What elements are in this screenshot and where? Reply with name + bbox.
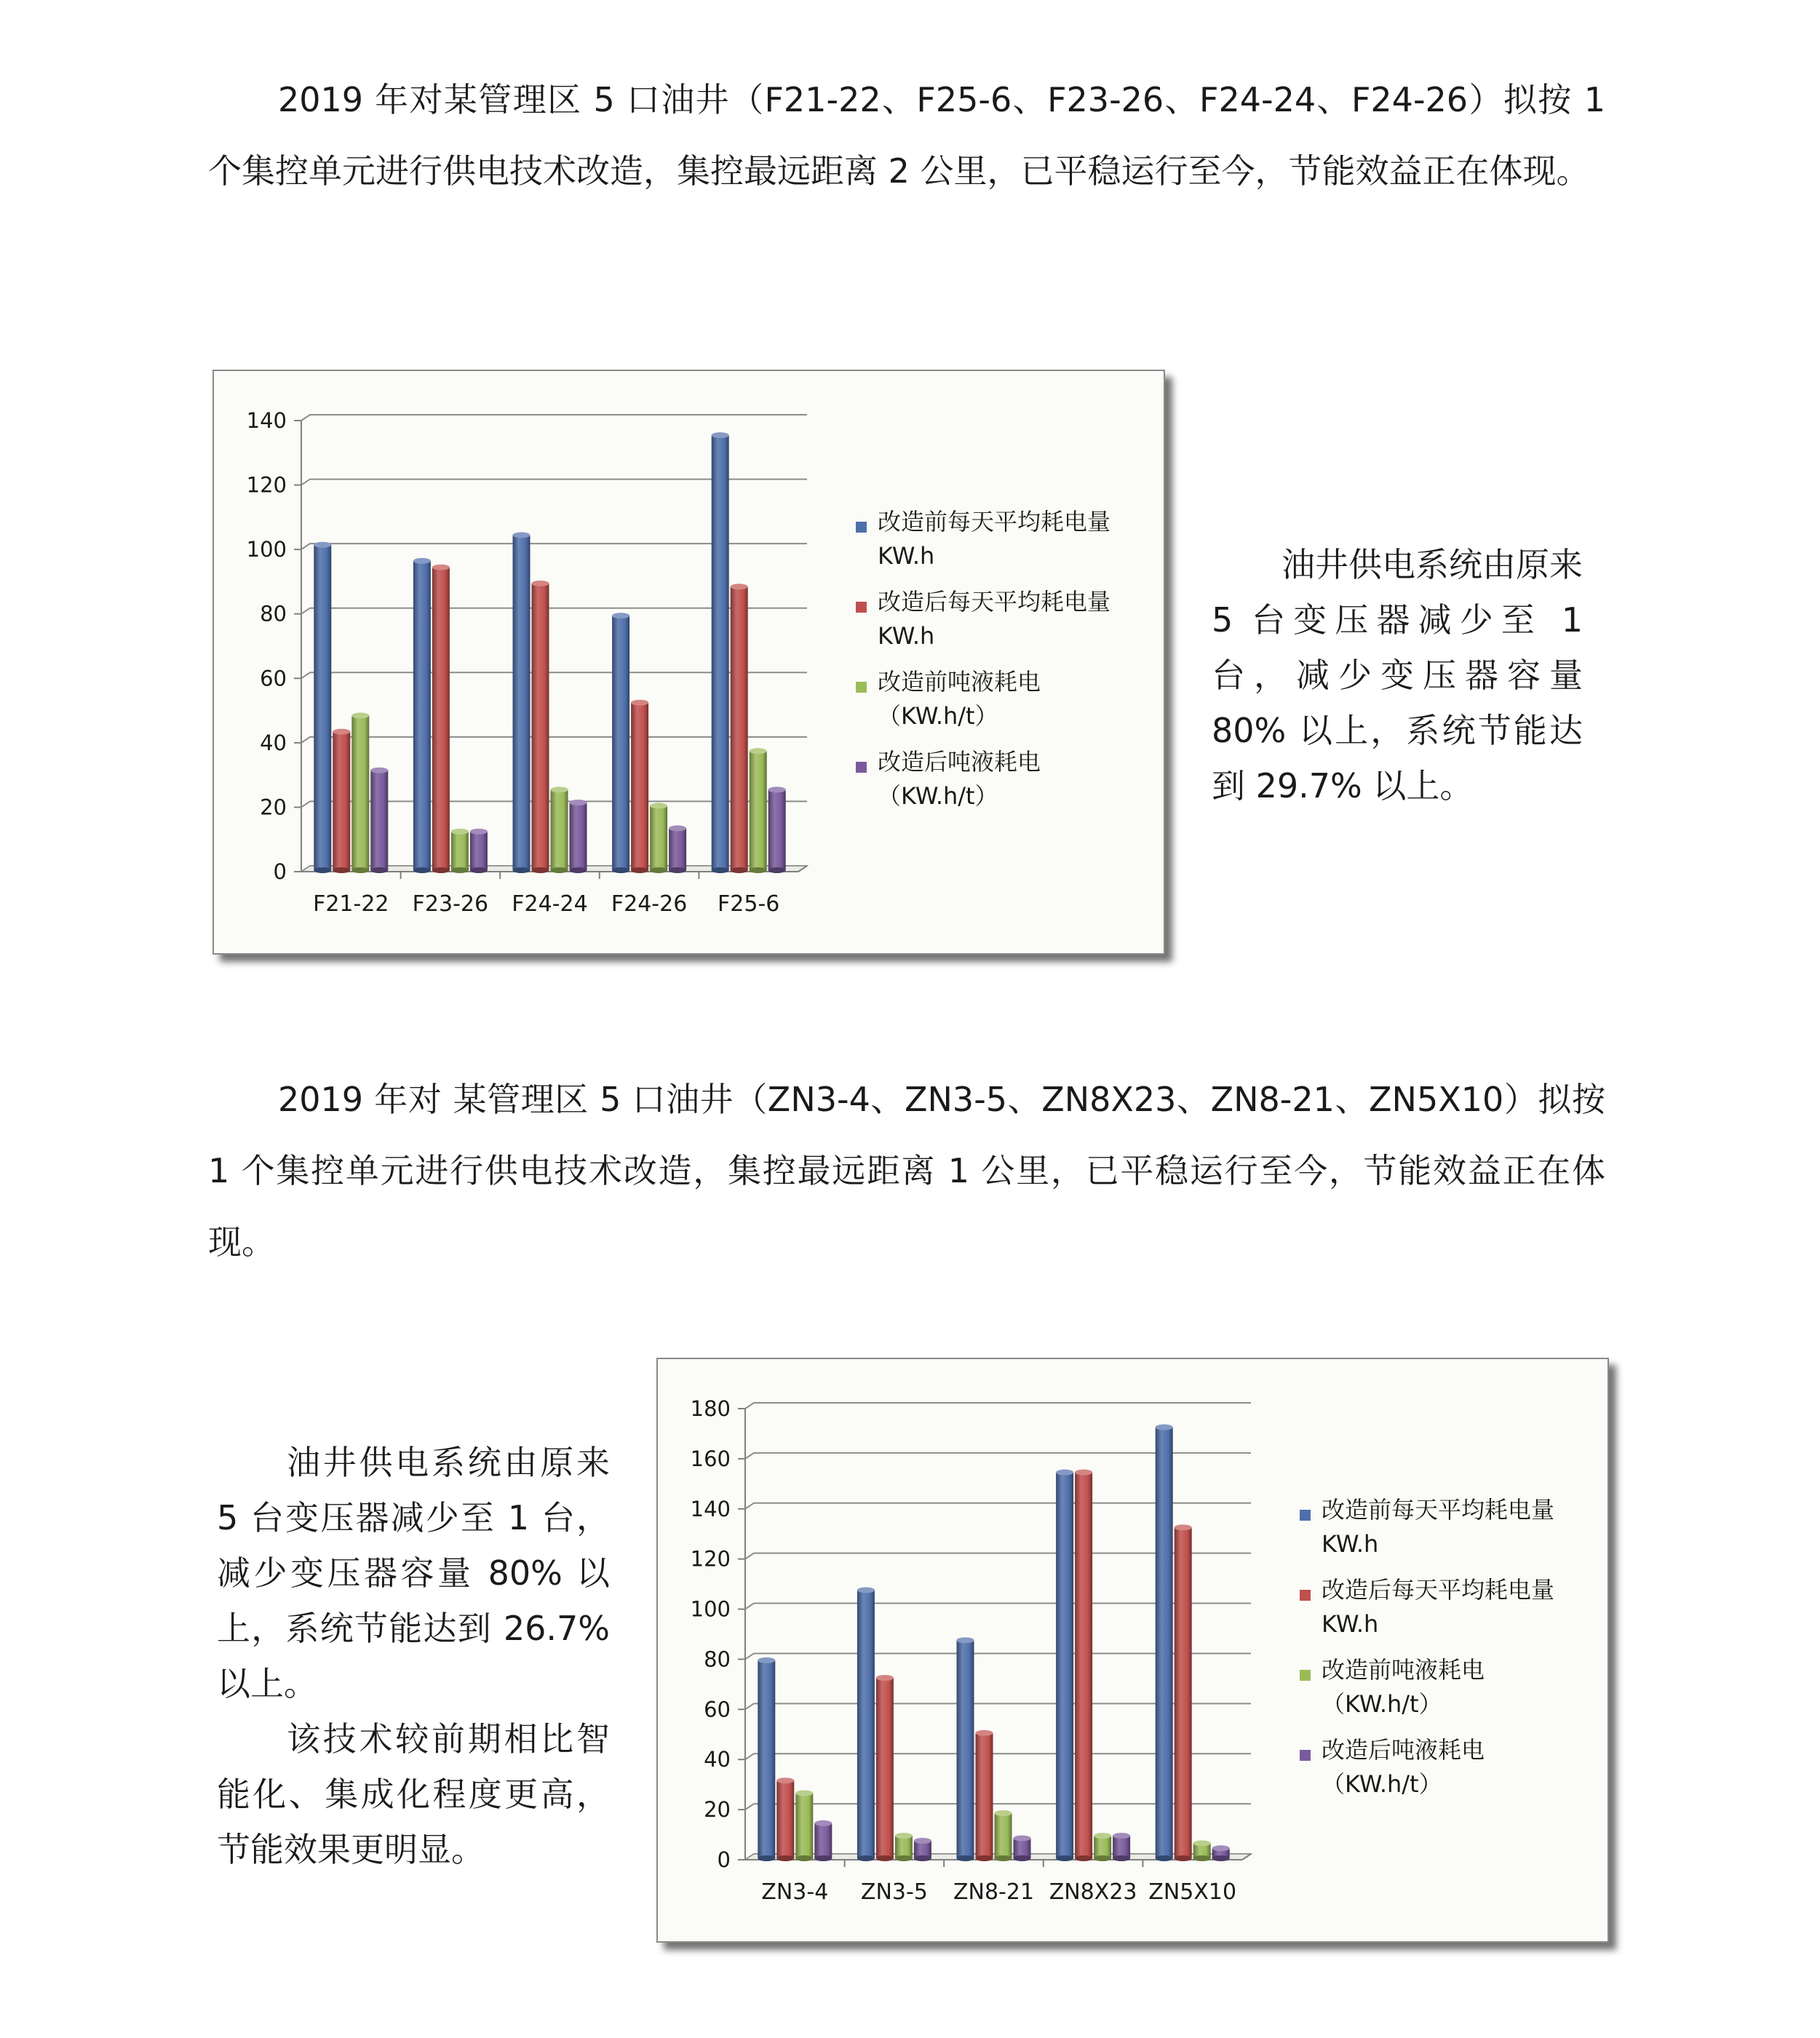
bar-body (432, 568, 450, 870)
paragraph-2: 2019 年对 某管理区 5 口油井（ZN3-4、ZN3-5、ZN8X23、ZN8-21、ZN5X10）拟按 1 个集控单元进行供电技术改造，集控最远距离 1 公里，已平稳运行至今，节能效益正在体现。 (208, 1080, 1605, 1262)
legend-label: 改造后吨液耗电 (1322, 1736, 1485, 1764)
bar-body (314, 545, 331, 870)
bar-body (976, 1733, 993, 1858)
y-tick-label: 60 (704, 1697, 731, 1722)
bar-cap (1156, 1425, 1173, 1430)
bar-base (957, 1855, 974, 1861)
bar (1056, 1470, 1073, 1861)
x-tick-label: F21-22 (313, 891, 389, 917)
bar-cap (413, 558, 431, 564)
side-note-2-text-2: 该技术较前期相比智能化、集成化程度更高，节能效果更明显。 (217, 1719, 610, 1869)
x-tick-label: ZN5X10 (1148, 1879, 1237, 1905)
bar-cap (768, 787, 786, 792)
y-tick-label: 20 (260, 795, 287, 820)
side-note-2-text-1: 油井供电系统由原来 5 台变压器减少至 1 台，减少变压器容量 80% 以上，系统节能达到 26.7% 以上。 (217, 1443, 610, 1703)
bar-cap (857, 1587, 875, 1593)
bar-body (795, 1793, 813, 1858)
bar (1156, 1425, 1173, 1861)
side-note-2 (217, 1435, 610, 1877)
bar-body (957, 1640, 974, 1858)
y-tick-label: 0 (273, 859, 287, 884)
bar-base (795, 1855, 813, 1861)
bar-base (857, 1855, 875, 1861)
y-tick-label: 40 (260, 730, 287, 755)
bar-cap (914, 1838, 931, 1844)
bar-cap (1212, 1845, 1230, 1851)
bar-body (712, 435, 729, 870)
legend-swatch (856, 762, 867, 773)
chart-2 (656, 1358, 1609, 1943)
bar (351, 712, 369, 873)
legend-unit: （KW.h/t） (878, 782, 998, 810)
bar-cap (432, 565, 450, 570)
y-tick-label: 40 (704, 1747, 731, 1772)
bar-cap (1175, 1524, 1192, 1530)
bar-base (814, 1855, 832, 1861)
x-tick-label: ZN3-5 (860, 1879, 928, 1905)
bar (895, 1833, 913, 1861)
y-tick-label: 120 (690, 1546, 731, 1572)
legend-unit: KW.h (1322, 1610, 1379, 1638)
legend-unit: （KW.h/t） (878, 702, 998, 730)
bar-base (1156, 1855, 1173, 1861)
bar (314, 542, 331, 873)
bar-body (758, 1660, 775, 1858)
bar-base (631, 867, 648, 873)
bar-body (532, 584, 549, 870)
bar-base (669, 867, 686, 873)
bar (776, 1778, 794, 1861)
bar (333, 729, 350, 873)
bar (413, 558, 431, 873)
bar (532, 581, 549, 873)
bar (1175, 1524, 1192, 1861)
chart-1-svg (214, 371, 1164, 953)
bar-cap (750, 748, 767, 754)
bar-cap (776, 1778, 794, 1783)
bar-body (351, 715, 369, 870)
bar-base (370, 867, 388, 873)
y-tick-label: 180 (690, 1396, 731, 1421)
bar-cap (370, 768, 388, 773)
y-tick-label: 80 (260, 601, 287, 626)
bar-cap (314, 542, 331, 548)
bar (650, 803, 667, 873)
bar-body (750, 751, 767, 870)
gridline (745, 1403, 1251, 1409)
bar-cap (876, 1675, 894, 1681)
bar-body (1075, 1473, 1092, 1858)
bar-body (995, 1813, 1012, 1858)
bar-base (1056, 1855, 1073, 1861)
bar (758, 1657, 775, 1861)
y-tick-label: 140 (690, 1496, 731, 1521)
bar-cap (513, 532, 530, 538)
gridline (745, 1453, 1251, 1459)
bar (976, 1730, 993, 1861)
bar-body (814, 1823, 832, 1858)
y-tick-label: 80 (704, 1647, 731, 1672)
bar-base (776, 1855, 794, 1861)
bar-base (1075, 1855, 1092, 1861)
y-tick-label: 100 (690, 1596, 731, 1622)
bar-base (758, 1855, 775, 1861)
bar-cap (1193, 1840, 1211, 1846)
bar-cap (1056, 1470, 1073, 1476)
bar (669, 825, 686, 873)
legend-label: 改造前每天平均耗电量 (878, 508, 1111, 536)
legend-unit: KW.h (1322, 1530, 1379, 1558)
bar (857, 1587, 875, 1861)
bar-cap (795, 1790, 813, 1796)
bar-base (712, 867, 729, 873)
legend-swatch (1300, 1750, 1311, 1761)
bar-body (731, 586, 748, 870)
bar-cap (470, 829, 488, 835)
bar-base (650, 867, 667, 873)
legend-swatch (856, 522, 867, 533)
paragraph-1: 2019 年对某管理区 5 口油井（F21-22、F25-6、F23-26、F24-24、F24-26）拟按 1 个集控单元进行供电技术改造，集控最远距离 2 公里，已平稳运行至今，节能效益正在体现。 (208, 80, 1605, 191)
legend-swatch (856, 602, 867, 613)
bar-cap (612, 613, 629, 618)
bar-cap (712, 432, 729, 438)
bar-base (914, 1855, 931, 1861)
bar (814, 1820, 832, 1861)
bar-cap (669, 825, 686, 831)
bar-body (451, 832, 469, 870)
bar-body (650, 805, 667, 870)
legend-swatch (1300, 1590, 1311, 1601)
x-tick-label: ZN8X23 (1049, 1879, 1137, 1905)
legend-unit: KW.h (878, 622, 935, 650)
bar-base (451, 867, 469, 873)
bar-cap (731, 584, 748, 589)
x-tick-label: F23-26 (412, 891, 489, 917)
bar-body (370, 771, 388, 870)
legend-label: 改造后每天平均耗电量 (878, 588, 1111, 616)
bar-base (351, 867, 369, 873)
bar-base (731, 867, 748, 873)
bar-cap (532, 581, 549, 586)
bar-base (612, 867, 629, 873)
bar (470, 829, 488, 873)
bar (731, 584, 748, 873)
bar (1075, 1470, 1092, 1861)
bar (1113, 1833, 1130, 1861)
legend-unit: （KW.h/t） (1322, 1690, 1442, 1718)
legend-swatch (1300, 1670, 1311, 1681)
bar-body (1056, 1473, 1073, 1858)
y-tick-label: 140 (246, 408, 287, 433)
bar (612, 613, 629, 873)
bar-base (570, 867, 587, 873)
bar-cap (814, 1820, 832, 1826)
bar-body (631, 703, 648, 870)
bar (551, 787, 568, 873)
legend-swatch (856, 682, 867, 693)
bar (914, 1838, 931, 1861)
chart-2-svg (658, 1359, 1608, 1941)
bar-body (551, 789, 568, 870)
bar-body (570, 803, 587, 870)
legend-label: 改造前吨液耗电 (878, 668, 1041, 696)
bar-base (976, 1855, 993, 1861)
bar-cap (333, 729, 350, 735)
bar-body (857, 1590, 875, 1858)
bar-base (895, 1855, 913, 1861)
bar-base (333, 867, 350, 873)
bar-base (876, 1855, 894, 1861)
gridline (301, 479, 807, 485)
bar-cap (995, 1810, 1012, 1816)
bar (513, 532, 530, 873)
bar-body (513, 535, 530, 870)
bar-body (876, 1678, 894, 1858)
bar-base (995, 1855, 1012, 1861)
bar-body (768, 789, 786, 870)
gridline (301, 544, 807, 549)
bar (1094, 1833, 1111, 1861)
bar (432, 565, 450, 873)
y-tick-label: 60 (260, 666, 287, 691)
bar (370, 768, 388, 873)
bar-base (1175, 1855, 1192, 1861)
bar-base (551, 867, 568, 873)
y-tick-label: 20 (704, 1797, 731, 1823)
bar-base (1212, 1855, 1230, 1861)
legend-label: 改造后吨液耗电 (878, 748, 1041, 776)
y-tick-label: 100 (246, 537, 287, 562)
bar (795, 1790, 813, 1861)
bar-body (1094, 1836, 1111, 1858)
chart-1 (212, 370, 1165, 955)
x-tick-label: ZN8-21 (953, 1879, 1035, 1905)
bar-cap (1094, 1833, 1111, 1839)
bar-cap (650, 803, 667, 808)
x-tick-label: F25-6 (718, 891, 780, 917)
bar-cap (1113, 1833, 1130, 1839)
x-tick-label: F24-26 (611, 891, 688, 917)
x-tick-label: ZN3-4 (761, 1879, 829, 1905)
bar-cap (351, 712, 369, 718)
bar-body (1014, 1838, 1031, 1858)
bar (451, 829, 469, 873)
x-tick-label: F24-24 (512, 891, 588, 917)
bar-cap (451, 829, 469, 835)
bar-base (470, 867, 488, 873)
bar-base (432, 867, 450, 873)
bar-body (1156, 1428, 1173, 1858)
bar (712, 432, 729, 873)
bar (995, 1810, 1012, 1861)
legend-label: 改造后每天平均耗电量 (1322, 1576, 1555, 1604)
bar-body (1113, 1836, 1130, 1858)
bar-cap (758, 1657, 775, 1663)
bar-body (470, 832, 488, 870)
bar-cap (570, 800, 587, 805)
bar (876, 1675, 894, 1861)
bar-cap (976, 1730, 993, 1736)
bar-cap (551, 787, 568, 792)
bar-cap (957, 1637, 974, 1643)
bar-base (513, 867, 530, 873)
legend-swatch (1300, 1510, 1311, 1521)
bar (631, 700, 648, 873)
bar-base (768, 867, 786, 873)
bar (570, 800, 587, 873)
legend-label: 改造前吨液耗电 (1322, 1656, 1485, 1684)
y-tick-label: 160 (690, 1446, 731, 1471)
bar-cap (1075, 1470, 1092, 1476)
bar-body (776, 1780, 794, 1858)
bar-base (1193, 1855, 1211, 1861)
bar (1212, 1845, 1230, 1861)
bar-body (612, 616, 629, 870)
y-tick-label: 120 (246, 472, 287, 498)
bar-base (1014, 1855, 1031, 1861)
bar-body (333, 732, 350, 870)
y-tick-label: 0 (717, 1847, 731, 1872)
bar-cap (895, 1833, 913, 1839)
bar (750, 748, 767, 873)
bar (957, 1637, 974, 1861)
gridline (301, 415, 807, 421)
bar-body (669, 828, 686, 870)
gridline (745, 1503, 1251, 1509)
legend-unit: KW.h (878, 542, 935, 570)
bar-body (413, 561, 431, 870)
bar-base (314, 867, 331, 873)
bar-base (1094, 1855, 1111, 1861)
legend-label: 改造前每天平均耗电量 (1322, 1496, 1555, 1524)
bar-cap (631, 700, 648, 706)
bar-body (895, 1836, 913, 1858)
bar (1014, 1835, 1031, 1861)
side-note-1 (1212, 537, 1583, 813)
bar (768, 787, 786, 873)
bar-base (750, 867, 767, 873)
bar (1193, 1840, 1211, 1861)
bar-cap (1014, 1835, 1031, 1841)
legend-unit: （KW.h/t） (1322, 1770, 1442, 1798)
bar-base (1113, 1855, 1130, 1861)
bar-base (413, 867, 431, 873)
bar-body (1175, 1527, 1192, 1858)
bar-base (532, 867, 549, 873)
side-note-1-text: 油井供电系统由原来 5 台变压器减少至 1 台，减少变压器容量 80% 以上，系统节能达到 29.7% 以上。 (1212, 545, 1583, 805)
